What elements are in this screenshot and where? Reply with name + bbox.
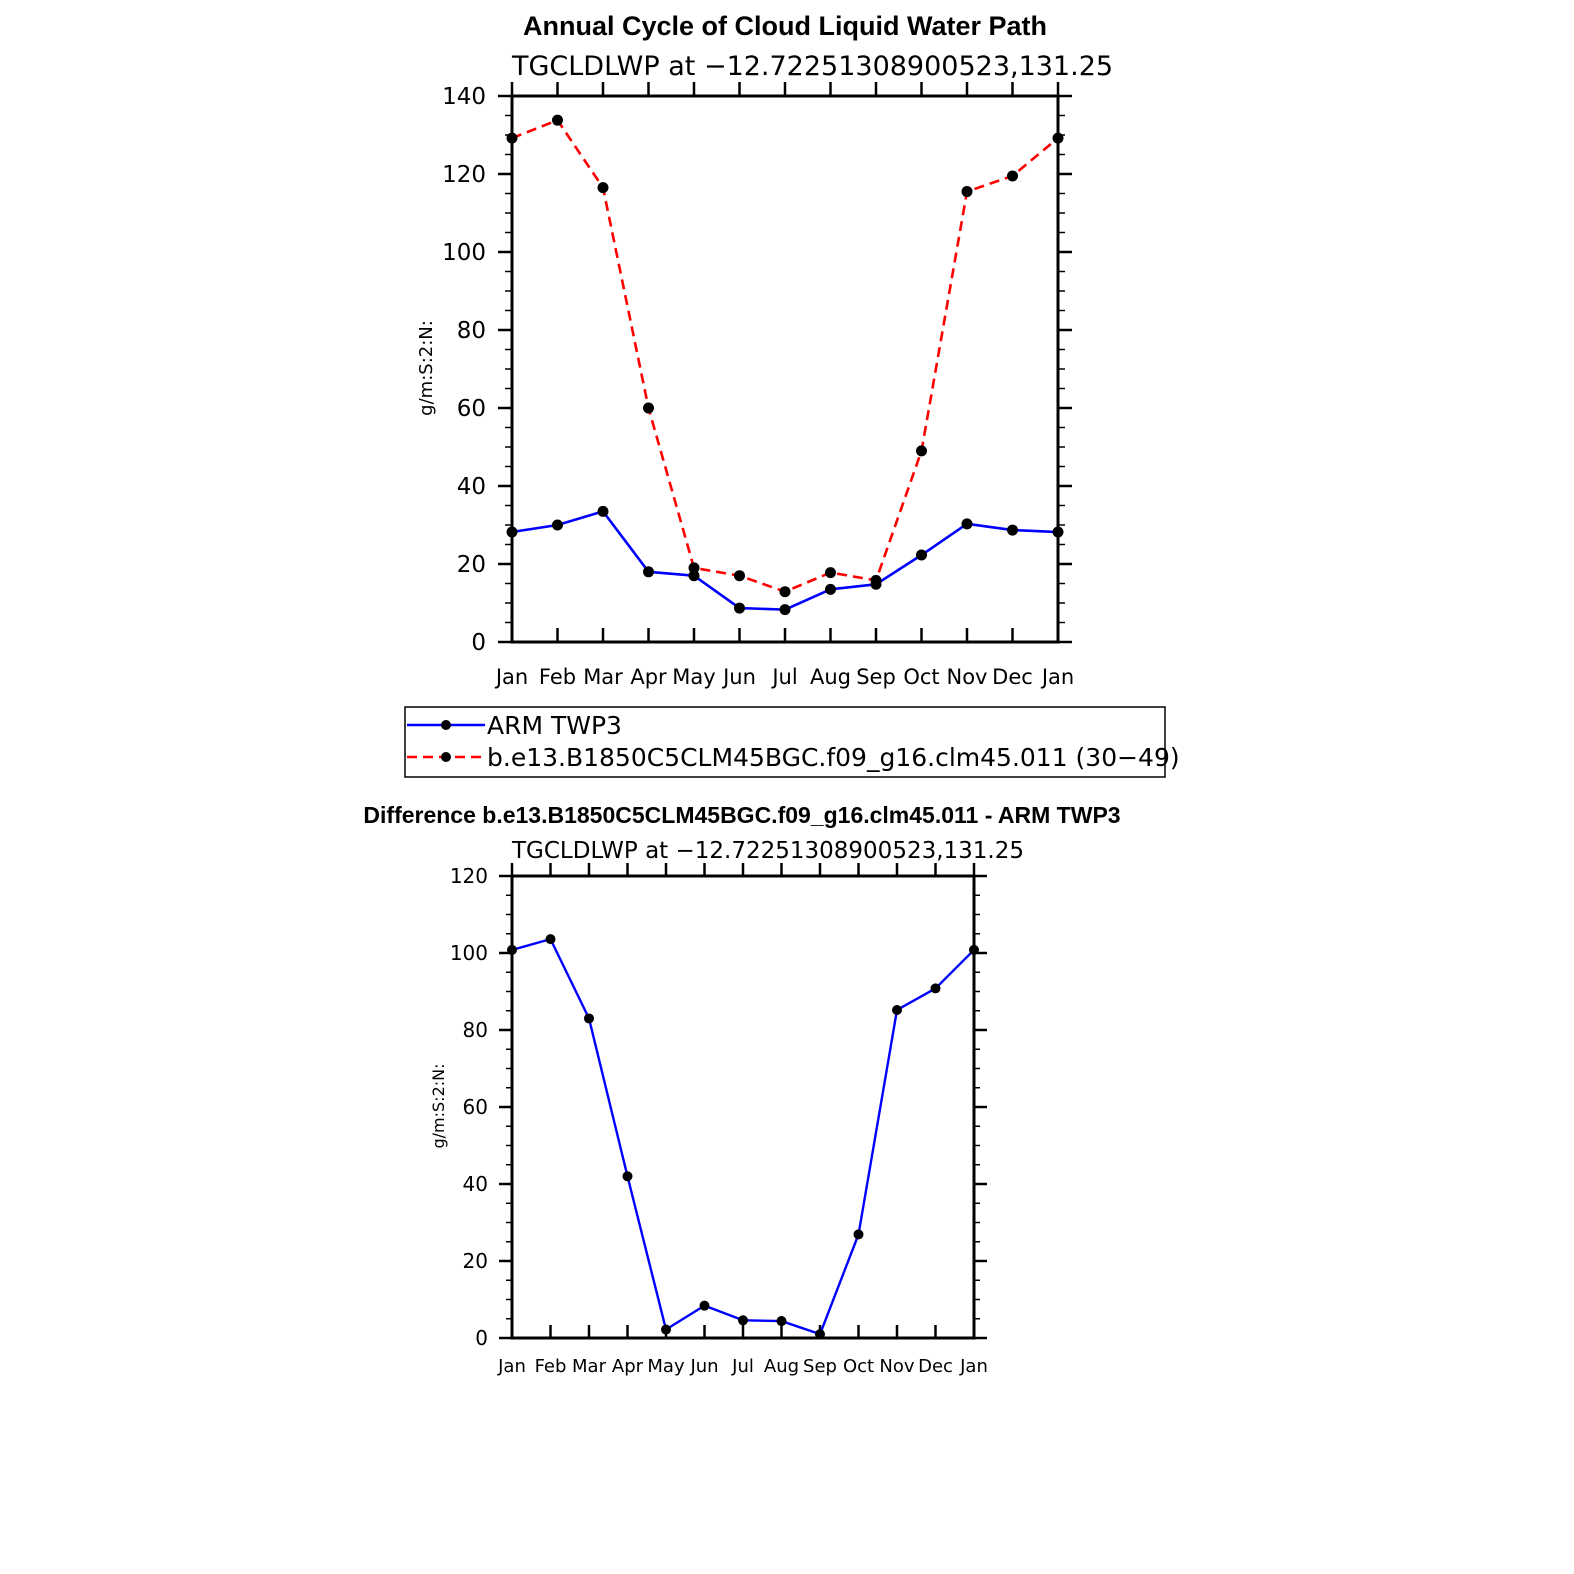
- series-1-point: [507, 133, 518, 144]
- series-0-point: [931, 983, 941, 993]
- panel1-plot-frame: [512, 96, 1058, 642]
- y-tick-label: 80: [462, 1018, 488, 1042]
- series-0-point: [507, 527, 518, 538]
- x-tick-label: Jun: [723, 665, 756, 689]
- series-1-point: [643, 403, 654, 414]
- series-0-point: [1053, 527, 1064, 538]
- series-0-point: [700, 1301, 710, 1311]
- series-0-point: [598, 506, 609, 517]
- y-tick-label: 0: [475, 1326, 488, 1350]
- x-tick-label: Feb: [538, 665, 577, 689]
- x-tick-label: May: [647, 1356, 685, 1377]
- x-tick-label: Jan: [498, 1356, 526, 1377]
- series-0-point: [623, 1171, 633, 1181]
- series-0-point: [546, 934, 556, 944]
- panel2-plot-frame: [512, 876, 974, 1338]
- series-0-point: [962, 518, 973, 529]
- series-0-point: [825, 584, 836, 595]
- x-tick-label: Jan: [960, 1356, 988, 1377]
- series-0-point: [584, 1013, 594, 1023]
- series-0-point: [734, 603, 745, 614]
- x-tick-label: Dec: [992, 665, 1033, 689]
- series-1-point: [552, 115, 563, 126]
- series-1-point: [871, 575, 882, 586]
- series-0-point: [815, 1329, 825, 1339]
- series-1-point: [1007, 170, 1018, 181]
- x-tick-label: May: [672, 665, 716, 689]
- panel1-title: Annual Cycle of Cloud Liquid Water Path: [522, 11, 1048, 41]
- series-1-point: [734, 570, 745, 581]
- x-tick-label: Nov: [879, 1356, 915, 1377]
- panel2-title: Difference b.e13.B1850C5CLM45BGC.f09_g16.clm45.011 - ARM TWP3: [363, 802, 1121, 828]
- series-0-point: [777, 1316, 787, 1326]
- x-tick-label: Dec: [918, 1356, 953, 1377]
- panel2-subtitle: TGCLDLWP at −12.72251308900523,131.25: [512, 838, 1025, 864]
- series-0-point: [892, 1005, 902, 1015]
- x-tick-label: Mar: [572, 1356, 606, 1377]
- panel1-y-axis-label: g/m:S:2:N:: [416, 320, 437, 416]
- legend-label-arm-twp3: ARM TWP3: [487, 711, 622, 740]
- series-1-point: [962, 186, 973, 197]
- y-tick-label: 60: [456, 396, 486, 423]
- x-tick-label: Oct: [842, 1356, 875, 1377]
- series-0-point: [738, 1315, 748, 1325]
- legend-label-model: b.e13.B1850C5CLM45BGC.f09_g16.clm45.011 (30−49): [487, 743, 1180, 772]
- y-tick-label: 100: [442, 240, 486, 267]
- series-0-point: [854, 1229, 864, 1239]
- series-0-point: [507, 945, 517, 955]
- legend-marker-arm-twp3: [441, 720, 451, 730]
- x-tick-label: Nov: [946, 665, 988, 689]
- series-line-0: [512, 939, 974, 1334]
- x-tick-label: Jan: [495, 665, 529, 689]
- panel2-marks: [507, 934, 979, 1339]
- panel1-subtitle: TGCLDLWP at −12.72251308900523,131.25: [512, 51, 1114, 82]
- y-tick-label: 20: [456, 552, 486, 579]
- x-tick-label: Feb: [534, 1356, 567, 1377]
- x-tick-label: Aug: [809, 665, 852, 689]
- y-tick-label: 20: [462, 1249, 488, 1273]
- series-1-point: [780, 586, 791, 597]
- series-0-point: [780, 604, 791, 615]
- panel1-axes: [442, 82, 1074, 689]
- series-0-point: [916, 550, 927, 561]
- series-1-point: [916, 445, 927, 456]
- x-tick-label: Aug: [763, 1356, 800, 1377]
- panel2-axes: [450, 863, 988, 1377]
- y-tick-label: 120: [442, 162, 486, 189]
- series-0-point: [661, 1325, 671, 1335]
- y-tick-label: 60: [462, 1095, 488, 1119]
- panel1-marks: [507, 115, 1064, 615]
- series-0-point: [969, 945, 979, 955]
- y-tick-label: 80: [456, 318, 486, 345]
- legend-marker-model: [441, 752, 451, 762]
- y-tick-label: 120: [449, 864, 488, 888]
- x-tick-label: Apr: [630, 665, 667, 689]
- series-1-point: [825, 567, 836, 578]
- x-tick-label: Oct: [903, 665, 940, 689]
- y-tick-label: 100: [449, 941, 488, 965]
- y-tick-label: 0: [471, 630, 486, 657]
- x-tick-label: Jul: [772, 665, 798, 689]
- y-tick-label: 140: [442, 84, 486, 111]
- x-tick-label: Jun: [690, 1356, 719, 1377]
- series-0-point: [1007, 525, 1018, 536]
- x-tick-label: Mar: [583, 665, 623, 689]
- x-tick-label: Jul: [732, 1356, 754, 1377]
- series-line-1: [512, 120, 1058, 592]
- series-1-point: [598, 182, 609, 193]
- y-tick-label: 40: [456, 474, 486, 501]
- x-tick-label: Apr: [611, 1356, 644, 1377]
- x-tick-label: Jan: [1041, 665, 1075, 689]
- x-tick-label: Sep: [856, 665, 896, 689]
- y-tick-label: 40: [462, 1172, 488, 1196]
- panel2-y-axis-label: g/m:S:2:N:: [429, 1063, 448, 1149]
- series-1-point: [689, 562, 700, 573]
- series-1-point: [1053, 133, 1064, 144]
- series-0-point: [552, 520, 563, 531]
- x-tick-label: Sep: [803, 1356, 837, 1377]
- series-0-point: [643, 566, 654, 577]
